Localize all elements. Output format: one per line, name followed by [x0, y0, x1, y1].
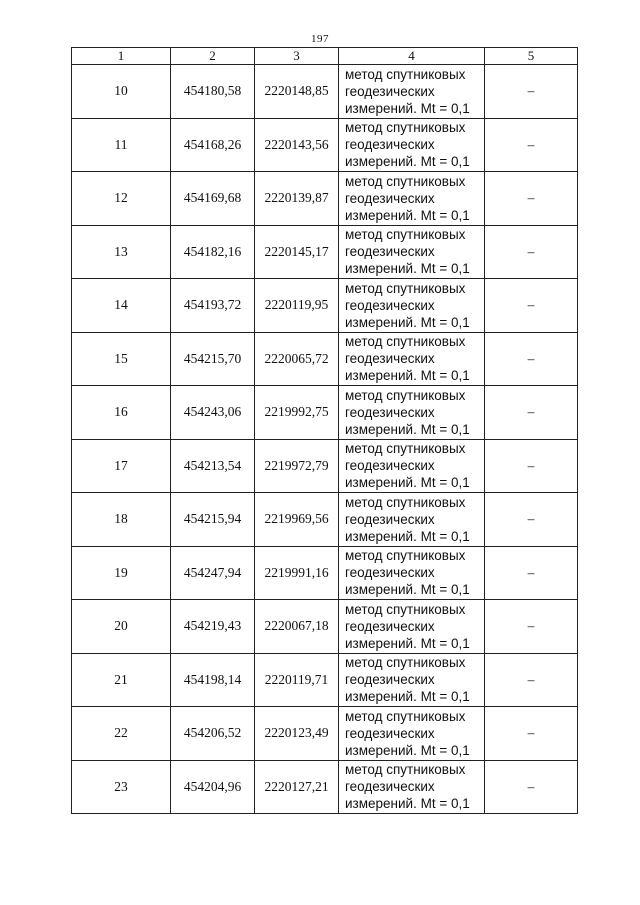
table-row — [72, 386, 578, 440]
note-cell: – — [485, 493, 578, 547]
method-text-line: измерений. Mt = 0,1 — [345, 796, 470, 812]
note-cell: – — [485, 760, 578, 814]
method-cell — [339, 600, 485, 654]
method-cell — [339, 65, 485, 119]
point-number-cell: 19 — [72, 546, 171, 600]
method-text-line: геодезических — [345, 244, 435, 260]
note-cell: – — [485, 600, 578, 654]
column-header: 1 — [72, 48, 171, 65]
method-cell — [339, 653, 485, 707]
x-coordinate-cell: 454204,96 — [171, 760, 255, 814]
method-text-line: измерений. Mt = 0,1 — [345, 742, 470, 758]
point-number-cell: 11 — [72, 118, 171, 172]
column-header: 4 — [339, 48, 485, 65]
method-text-line: геодезических — [345, 565, 435, 581]
method-text-line: геодезических — [345, 297, 435, 313]
point-number-cell: 22 — [72, 707, 171, 761]
method-cell — [339, 332, 485, 386]
method-text-line: измерений. Mt = 0,1 — [345, 635, 470, 651]
note-cell: – — [485, 225, 578, 279]
point-number-cell: 15 — [72, 332, 171, 386]
point-number-cell: 13 — [72, 225, 171, 279]
table-row — [72, 65, 578, 119]
x-coordinate-cell: 454169,68 — [171, 172, 255, 226]
method-text-line: метод спутниковых — [345, 494, 466, 510]
point-number-cell: 18 — [72, 493, 171, 547]
table-row — [72, 172, 578, 226]
y-coordinate-cell: 2220123,49 — [255, 707, 339, 761]
y-coordinate-cell: 2219972,79 — [255, 439, 339, 493]
method-text-line: измерений. Mt = 0,1 — [345, 100, 470, 116]
note-cell: – — [485, 65, 578, 119]
note-cell: – — [485, 707, 578, 761]
table-row — [72, 707, 578, 761]
method-text-line: измерений. Mt = 0,1 — [345, 207, 470, 223]
method-cell — [339, 118, 485, 172]
method-cell — [339, 493, 485, 547]
page-number: 197 — [311, 33, 329, 45]
method-text-line: геодезических — [345, 618, 435, 634]
x-coordinate-cell: 454193,72 — [171, 279, 255, 333]
table-row — [72, 279, 578, 333]
note-cell: – — [485, 118, 578, 172]
method-text-line: геодезических — [345, 672, 435, 688]
x-coordinate-cell: 454180,58 — [171, 65, 255, 119]
point-number-cell: 14 — [72, 279, 171, 333]
x-coordinate-cell: 454215,94 — [171, 493, 255, 547]
note-cell: – — [485, 332, 578, 386]
y-coordinate-cell: 2220148,85 — [255, 65, 339, 119]
method-text-line: геодезических — [345, 511, 435, 527]
method-cell — [339, 439, 485, 493]
y-coordinate-cell: 2220145,17 — [255, 225, 339, 279]
method-text-line: метод спутниковых — [345, 762, 466, 778]
method-text-line: геодезических — [345, 779, 435, 795]
method-cell — [339, 172, 485, 226]
method-text-line: измерений. Mt = 0,1 — [345, 154, 470, 170]
point-number-cell: 10 — [72, 65, 171, 119]
x-coordinate-cell: 454247,94 — [171, 546, 255, 600]
coordinates-table — [71, 47, 578, 814]
method-text-line: измерений. Mt = 0,1 — [345, 421, 470, 437]
method-text-line: измерений. Mt = 0,1 — [345, 475, 470, 491]
x-coordinate-cell: 454168,26 — [171, 118, 255, 172]
note-cell: – — [485, 279, 578, 333]
method-text-line: геодезических — [345, 458, 435, 474]
method-text-line: геодезических — [345, 83, 435, 99]
column-header: 3 — [255, 48, 339, 65]
method-text-line: геодезических — [345, 404, 435, 420]
method-text-line: геодезических — [345, 137, 435, 153]
method-text-line: метод спутниковых — [345, 173, 466, 189]
point-number-cell: 16 — [72, 386, 171, 440]
method-text-line: метод спутниковых — [345, 601, 466, 617]
x-coordinate-cell: 454213,54 — [171, 439, 255, 493]
x-coordinate-cell: 454198,14 — [171, 653, 255, 707]
method-text-line: метод спутниковых — [345, 548, 466, 564]
y-coordinate-cell: 2220067,18 — [255, 600, 339, 654]
method-text-line: метод спутниковых — [345, 66, 466, 82]
y-coordinate-cell: 2220119,95 — [255, 279, 339, 333]
table-row — [72, 546, 578, 600]
table-row — [72, 439, 578, 493]
method-text-line: измерений. Mt = 0,1 — [345, 689, 470, 705]
method-text-line: метод спутниковых — [345, 227, 466, 243]
y-coordinate-cell: 2220065,72 — [255, 332, 339, 386]
table-row — [72, 225, 578, 279]
method-text-line: измерений. Mt = 0,1 — [345, 582, 470, 598]
x-coordinate-cell: 454219,43 — [171, 600, 255, 654]
x-coordinate-cell: 454182,16 — [171, 225, 255, 279]
y-coordinate-cell: 2220127,21 — [255, 760, 339, 814]
table-row — [72, 600, 578, 654]
table-row — [72, 332, 578, 386]
x-coordinate-cell: 454206,52 — [171, 707, 255, 761]
y-coordinate-cell: 2219969,56 — [255, 493, 339, 547]
method-text-line: метод спутниковых — [345, 655, 466, 671]
note-cell: – — [485, 439, 578, 493]
note-cell: – — [485, 653, 578, 707]
point-number-cell: 20 — [72, 600, 171, 654]
method-cell — [339, 225, 485, 279]
point-number-cell: 17 — [72, 439, 171, 493]
point-number-cell: 23 — [72, 760, 171, 814]
method-text-line: метод спутниковых — [345, 120, 466, 136]
x-coordinate-cell: 454243,06 — [171, 386, 255, 440]
table-row — [72, 653, 578, 707]
note-cell: – — [485, 172, 578, 226]
method-text-line: метод спутниковых — [345, 387, 466, 403]
table-row — [72, 493, 578, 547]
method-text-line: метод спутниковых — [345, 334, 466, 350]
method-text-line: измерений. Mt = 0,1 — [345, 528, 470, 544]
method-text-line: геодезических — [345, 725, 435, 741]
method-text-line: измерений. Mt = 0,1 — [345, 261, 470, 277]
x-coordinate-cell: 454215,70 — [171, 332, 255, 386]
y-coordinate-cell: 2219991,16 — [255, 546, 339, 600]
column-header: 5 — [485, 48, 578, 65]
method-text-line: геодезических — [345, 351, 435, 367]
table-row — [72, 118, 578, 172]
point-number-cell: 21 — [72, 653, 171, 707]
method-text-line: метод спутниковых — [345, 441, 466, 457]
y-coordinate-cell: 2219992,75 — [255, 386, 339, 440]
table-header-row — [72, 48, 578, 65]
method-cell — [339, 760, 485, 814]
y-coordinate-cell: 2220143,56 — [255, 118, 339, 172]
note-cell: – — [485, 386, 578, 440]
method-cell — [339, 279, 485, 333]
method-text-line: измерений. Mt = 0,1 — [345, 368, 470, 384]
column-header: 2 — [171, 48, 255, 65]
note-cell: – — [485, 546, 578, 600]
table-body — [72, 65, 578, 814]
method-cell — [339, 386, 485, 440]
method-cell — [339, 707, 485, 761]
method-text-line: метод спутниковых — [345, 708, 466, 724]
method-text-line: измерений. Mt = 0,1 — [345, 314, 470, 330]
method-text-line: геодезических — [345, 190, 435, 206]
table-row — [72, 760, 578, 814]
point-number-cell: 12 — [72, 172, 171, 226]
y-coordinate-cell: 2220139,87 — [255, 172, 339, 226]
method-text-line: метод спутниковых — [345, 280, 466, 296]
y-coordinate-cell: 2220119,71 — [255, 653, 339, 707]
method-cell — [339, 546, 485, 600]
